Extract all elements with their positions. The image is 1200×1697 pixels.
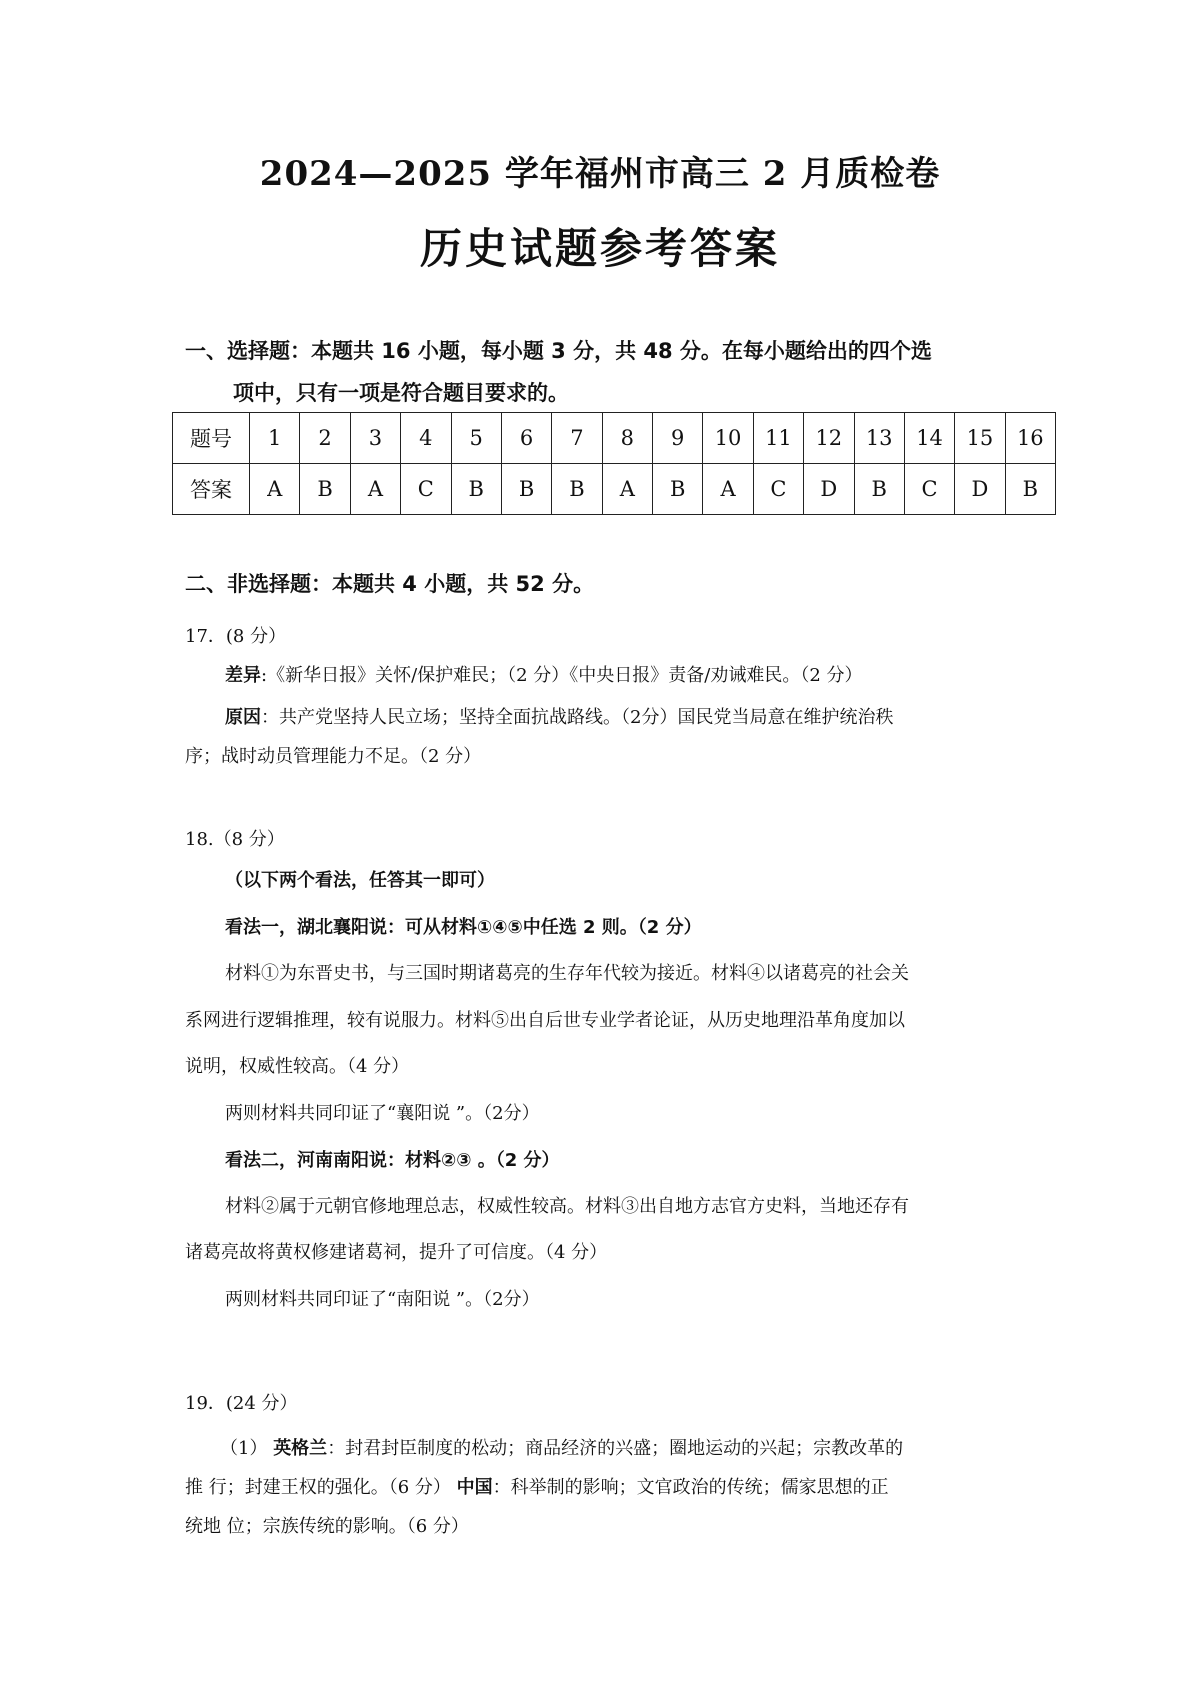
question-number-cell: 11 [753, 413, 803, 464]
answer-cell: C [753, 464, 803, 515]
question-number-cell: 3 [350, 413, 400, 464]
q18-view1-line3: 说明，权威性较高。（4 分） [185, 1056, 410, 1077]
answer-cell: B [501, 464, 551, 515]
q18-view2-line2: 诸葛亮故将黄权修建诸葛祠，提升了可信度。（4 分） [185, 1242, 608, 1263]
answer-cell: B [300, 464, 350, 515]
question-number-cell: 1 [250, 413, 300, 464]
answer-cell: D [804, 464, 854, 515]
q19-part1-line2 [185, 1473, 889, 1499]
q19-heading: 19．(24 分） [185, 1393, 298, 1414]
q19-part1-line1 [220, 1434, 903, 1460]
q17-difference-text: :《新华日报》关怀/保护难民；（2 分）《中央日报》责备/劝诫难民。（2 分） [261, 665, 863, 686]
q18-view2-line1: 材料②属于元朝官修地理总志，权威性较高。材料③出自地方志官方史料，当地还存有 [225, 1196, 909, 1217]
q19-england-text-cont: 推 行；封建王权的强化。（6 分） [185, 1477, 451, 1498]
q18-view2-line3: 两则材料共同印证了“南阳说 ”。（2分） [225, 1289, 540, 1310]
answer-cell: B [854, 464, 904, 515]
q19-china-text: ：科举制的影响；文官政治的传统；儒家思想的正 [492, 1477, 889, 1498]
answer-cell: A [250, 464, 300, 515]
question-number-cell: 16 [1005, 413, 1055, 464]
q18-view1-heading: 看法一，湖北襄阳说：可从材料①④⑤中任选 2 则。（2 分） [225, 917, 702, 938]
section1-heading-line1: 一、选择题：本题共 16 小题，每小题 3 分，共 48 分。在每小题给出的四个选 [185, 339, 932, 363]
q17-reason-text: ：共产党坚持人民立场；坚持全面抗战路线。（2分）国民党当局意在维护统治秩 [261, 707, 894, 728]
answer-cell: B [552, 464, 602, 515]
answer-cell: D [955, 464, 1005, 515]
answer-cell: C [401, 464, 451, 515]
q18-view2-heading: 看法二，河南南阳说：材料②③ 。（2 分） [225, 1150, 560, 1171]
answer-cell: A [602, 464, 652, 515]
answer-cell: C [904, 464, 954, 515]
q19-england-text: ：封君封臣制度的松动；商品经济的兴盛；圈地运动的兴起；宗教改革的 [327, 1438, 904, 1459]
answer-cell: A [350, 464, 400, 515]
q19-england-label: 英格兰 [273, 1438, 328, 1459]
answer-table-number-row [173, 413, 1056, 464]
question-number-cell: 14 [904, 413, 954, 464]
q19-part1-number: （1） [220, 1438, 268, 1459]
question-number-cell: 12 [804, 413, 854, 464]
question-number-cell: 6 [501, 413, 551, 464]
question-number-cell: 8 [602, 413, 652, 464]
q17-reason [225, 703, 893, 729]
q17-difference [225, 661, 863, 687]
q18-view1-line2: 系网进行逻辑推理，较有说服力。材料⑤出自后世专业学者论证，从历史地理沿革角度加以 [185, 1010, 905, 1031]
question-number-cell: 10 [703, 413, 753, 464]
answer-table [172, 412, 1056, 515]
q17-reason-label: 原因 [225, 707, 261, 728]
q17-heading: 17．(8 分） [185, 626, 287, 647]
answer-table-answer-row [173, 464, 1056, 515]
section2-heading: 二、非选择题：本题共 4 小题，共 52 分。 [185, 572, 595, 596]
section1-heading-line2: 项中，只有一项是符合题目要求的。 [233, 381, 569, 405]
question-number-cell: 15 [955, 413, 1005, 464]
answer-cell: B [653, 464, 703, 515]
answer-cell: B [451, 464, 501, 515]
question-number-cell: 9 [653, 413, 703, 464]
q18-note: （以下两个看法，任答其一即可） [225, 870, 495, 891]
q17-difference-label: 差异 [225, 665, 261, 686]
question-number-cell: 5 [451, 413, 501, 464]
q18-view1-line1: 材料①为东晋史书，与三国时期诸葛亮的生存年代较为接近。材料④以诸葛亮的社会关 [225, 963, 909, 984]
section1-heading [185, 330, 1045, 414]
q19-china-label: 中国 [456, 1477, 493, 1498]
question-number-cell: 2 [300, 413, 350, 464]
q17-reason-cont: 序；战时动员管理能力不足。（2 分） [185, 746, 482, 767]
question-number-cell: 7 [552, 413, 602, 464]
question-number-cell: 4 [401, 413, 451, 464]
answer-cell: B [1005, 464, 1055, 515]
q18-heading: 18.（8 分） [185, 829, 285, 850]
question-number-cell: 13 [854, 413, 904, 464]
q19-part1-line3: 统地 位；宗族传统的影响。（6 分） [185, 1516, 469, 1537]
q18-view1-line4: 两则材料共同印证了“襄阳说 ”。（2分） [225, 1103, 540, 1124]
document-subtitle: 历史试题参考答案 [419, 224, 780, 273]
document-title: 2024—2025 学年福州市高三 2 月质检卷 [259, 154, 941, 194]
row-label-number: 题号 [173, 413, 250, 464]
answer-cell: A [703, 464, 753, 515]
row-label-answer: 答案 [173, 464, 250, 515]
